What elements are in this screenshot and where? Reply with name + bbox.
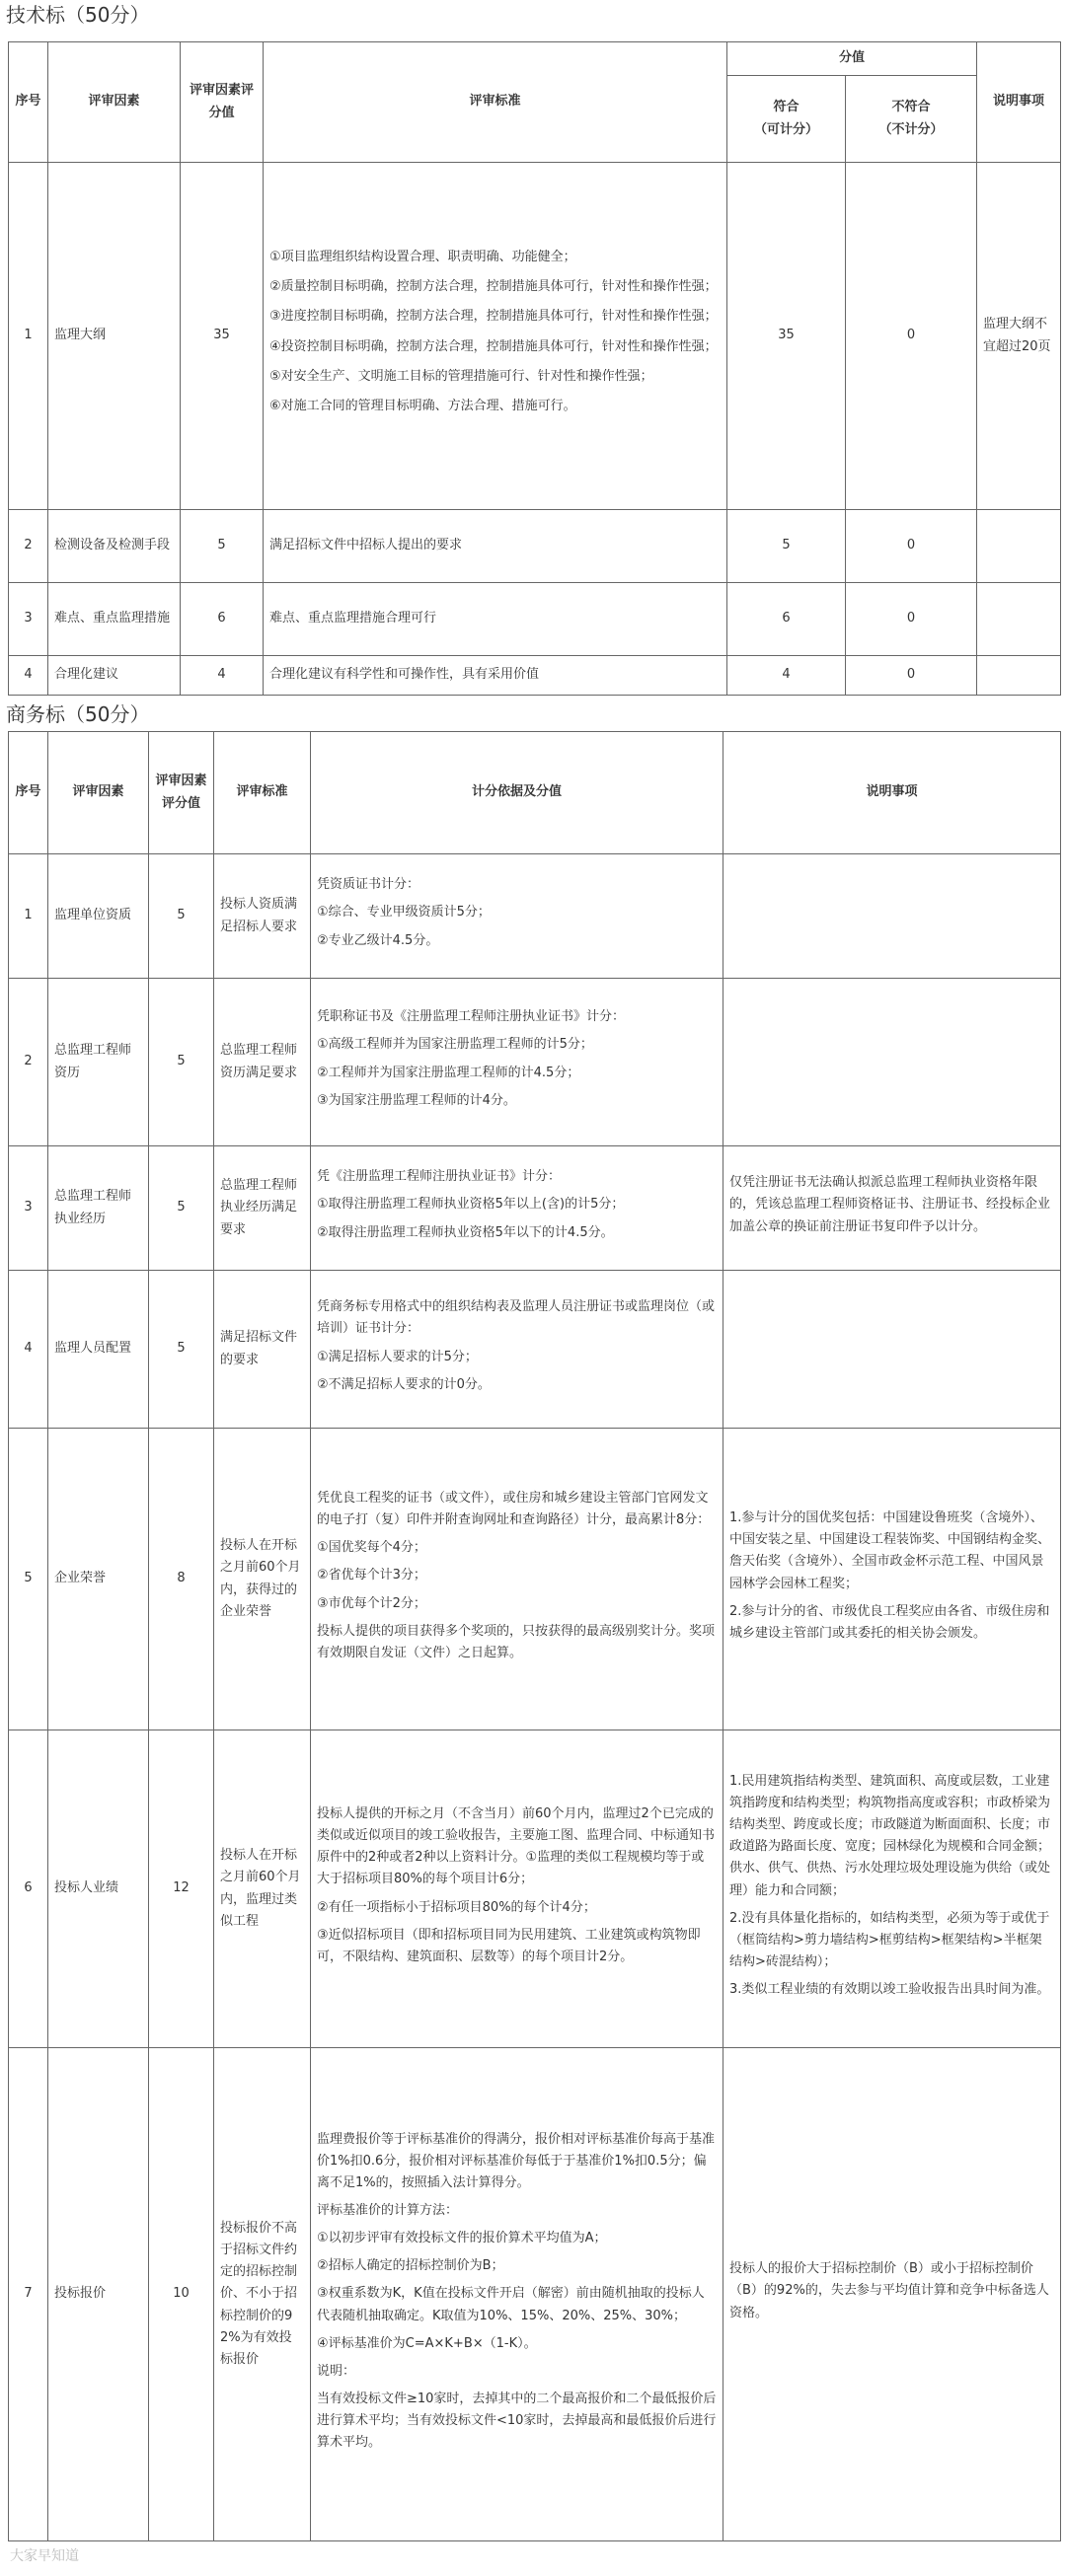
tech-row-standard: 合理化建议有科学性和可操作性，具有采用价值 — [264, 656, 727, 696]
basis-line: 说明： — [317, 2363, 356, 2379]
tech-row-standard: 难点、重点监理措施合理可行 — [264, 583, 727, 656]
biz-header-remark: 说明事项 — [723, 732, 1061, 854]
biz-row-standard: 投标人资质满足招标人要求 — [214, 854, 311, 979]
basis-line: ③市优每个计2分； — [317, 1595, 426, 1611]
tech-header-standard: 评审标准 — [264, 42, 727, 163]
biz-row-notes — [723, 1271, 1061, 1429]
basis-line: ②工程师并为国家注册监理工程师的计4.5分； — [317, 1065, 580, 1080]
tech-header-nomatch-sub: （不计分） — [878, 121, 944, 137]
tech-header-match-label: 符合 — [773, 100, 800, 115]
biz-row-notes — [723, 2048, 1061, 2541]
basis-line: ②专业乙级计4.5分。 — [317, 932, 439, 948]
biz-row-notes — [723, 1730, 1061, 2048]
biz-header-standard: 评审标准 — [214, 732, 311, 854]
tech-row-standard: 满足招标文件中招标人提出的要求 — [264, 510, 727, 583]
tech-row-remark: 监理大纲不宜超过20页 — [977, 163, 1061, 510]
basis-line: ②有任一项指标小于招标项目80%的每个计4分； — [317, 1899, 596, 1915]
basis-line: ①国优奖每个4分； — [317, 1540, 426, 1556]
biz-row-factor: 监理人员配置 — [48, 1271, 149, 1429]
standard-item: ④投资控制目标明确，控制方法合理，控制措施具体可行，针对性和操作性强； — [269, 338, 718, 354]
basis-line: ②招标人确定的招标控制价为B； — [317, 2258, 504, 2274]
note-line: 2.没有具体量化指标的，如结构类型，必须为等于或优于（框筒结构>剪力墙结构>框剪结构>框架结构>半框架结构>砖混结构）； — [729, 1910, 1050, 1969]
biz-row-seq: 1 — [9, 854, 48, 979]
biz-header-score: 评审因素评分值 — [149, 732, 214, 854]
note-line: 1.参与计分的国优奖包括：中国建设鲁班奖（含境外）、中国安装之星、中国建设工程装饰奖、中国钢结构金奖、詹天佑奖（含境外）、全国市政金杯示范工程、中国风景园林学会园林工程奖； — [729, 1510, 1051, 1591]
basis-line: ①高级工程师并为国家注册监理工程师的计5分； — [317, 1037, 593, 1053]
tech-row-score: 5 — [181, 510, 264, 583]
tech-row-match: 35 — [727, 163, 846, 510]
tech-row-score: 4 — [181, 656, 264, 696]
standard-item: ⑤对安全生产、文明施工目标的管理措施可行、针对性和操作性强； — [269, 368, 653, 384]
biz-row-basis — [311, 1146, 723, 1271]
tech-row-score: 6 — [181, 583, 264, 656]
basis-line: ②取得注册监理工程师执业资格5年以下的计4.5分。 — [317, 1224, 614, 1240]
biz-header-basis: 计分依据及分值 — [311, 732, 723, 854]
tech-row-standard — [264, 163, 727, 510]
biz-row-notes — [723, 1429, 1061, 1730]
tech-row-score: 35 — [181, 163, 264, 510]
biz-row-basis — [311, 2048, 723, 2541]
tech-row-factor: 监理大纲 — [48, 163, 181, 510]
basis-line: 凭商务标专用格式中的组织结构表及监理人员注册证书或监理岗位（或培训）证书计分： — [317, 1299, 716, 1337]
tech-header-factor: 评审因素 — [48, 42, 181, 163]
basis-line: ②省优每个计3分； — [317, 1568, 426, 1583]
biz-row-standard: 投标人在开标之月前60个月内，监理过类似工程 — [214, 1730, 311, 2048]
biz-row-score: 8 — [149, 1429, 214, 1730]
basis-line: ③近似招标项目（即和招标项目同为民用建筑、工业建筑或构筑物即可，不限结构、建筑面积、层数等）的每个项目计2分。 — [317, 1927, 701, 1964]
biz-row-standard: 总监理工程师执业经历满足要求 — [214, 1146, 311, 1271]
biz-row-seq: 4 — [9, 1271, 48, 1429]
tech-header-nomatch-label: 不符合 — [891, 100, 931, 115]
biz-header-factor: 评审因素 — [48, 732, 149, 854]
basis-line: 投标人提供的项目获得多个奖项的，只按获得的最高级别奖计分。奖项有效期限自发证（文件）之日起算。 — [317, 1623, 716, 1660]
tech-row — [9, 583, 1061, 656]
tech-row — [9, 656, 1061, 696]
basis-line: ②不满足招标人要求的计0分。 — [317, 1376, 491, 1392]
biz-row-score: 5 — [149, 854, 214, 979]
biz-row-factor: 总监理工程师资历 — [48, 979, 149, 1146]
biz-row-basis — [311, 1271, 723, 1429]
biz-row — [9, 2048, 1061, 2541]
tech-row-seq: 3 — [9, 583, 48, 656]
basis-line: ①以初步评审有效投标文件的报价算术平均值为A； — [317, 2231, 607, 2246]
biz-row-notes — [723, 1146, 1061, 1271]
page: 技术标（50分） 序号 评审因素 评审因素评分值 评审标准 分值 说明事项 符合 （可计分） 不符合 （不计分） 1 监理大纲 35 ①项目监理组织结构设置合理、职责明确、功能健全； ②质量控制目标明确，控制方法合理，控制措施具体可行，针对性和操作性强； ③进度控制目标明确，控制方法合理，控制措施具体可行，针对性和操作性强； ④投资控制目标明确，控制方法合理，控制措施具体可行，针对性和操作性强； ⑤对安全生产、文明施工目标的管理措施可行、针对性和操作性强； ⑥对施工合同的管理目标明确、方法合理、措施可行。 35 0 监理大纲不宜超过20页 2 检测设备及检测手段 5 满足招标文件中招标人提出的要求 5 0 3 难点、重点监理措施 6 难点、重点监理措施合理可行 6 0 4 合理化建议 4 合理化建议有科学性和可操作性，具有采用价值 4 0 商务标（50分） 序号 评审因素 评审因素评分值 评审标准 计分依据及分值 说明事项 1 监理单位资质 5 投标人资质满足招标人要求 凭资质证书计分： ①综合、专业甲级资质计5分； ②专业乙级计4.5分。 2 总监理工程师资历 5 总监理工程师资历满足要求 凭职称证书及《注册监理工程师注册执业证书》计分： ①高级工程师并为国家注册监理工程师的计5分； ②工程师并为国家注册监理工程师的计4.5分； ③为国家注册监理工程师的计4分。 3 总监理工程师执业经历 5 总监理工程师执业经历满足要求 凭《注册监理工程师注册执业证书》计分： ①取得注册监理工程师执业资格5年以上(含)的计5分； ②取得注册监理工程师执业资格5年以下的计4.5分。 仅凭注册证书无法确认拟派总监理工程师执业资格年限的，凭该总监理工程师资格证书、注册证书、经投标企业加盖公章的换证前注册证书复印件予以计分。 4 监理人员配置 5 满足招标文件的要求 凭商务标专用格式中的组织结构表及监理人员注册证书或监理岗位（或培训）证书计分： ①满足招标人要求的计5分； ②不满足招标人要求的计0分。 5 企业荣誉 8 投标人在开标之月前60个月内，获得过的企业荣誉 凭优良工程奖的证书（或文件），或住房和城乡建设主管部门官网发文的电子打（复）印件并附查询网址和查询路径）计分，最高累计8分： ①国优奖每个4分； ②省优每个计3分； ③市优每个计2分； 投标人提供的项目获得多个奖项的，只按获得的最高级别奖计分。奖项有效期限自发证（文件）之日起算。 1.参与计分的国优奖包括：中国建设鲁班奖（含境外）、中国安装之星、中国建设工程装饰奖、中国钢结构金奖、詹天佑奖（含境外）、全国市政金杯示范工程、中国风景园林学会园林工程奖； 2.参与计分的省、市级优良工程奖应由各省、市级住房和城乡建设主管部门或其委托的相关协会颁发。 6 投标人业绩 12 投标人在开标之月前60个月内，监理过类似工程 投标人提供的开标之月（不含当月）前60个月内，监理过2个已完成的类似或近似项目的竣工验收报告，主要施工图、监理合同、中标通知书原件中的2种或者2种以上资料计分。①监理的类似工程规模均等于或大于招标项目80%的每个项目计6分； ②有任一项指标小于招标项目80%的每个计4分； ③近似招标项目（即和招标项目同为民用建筑、工业建筑或构筑物即可，不限结构、建筑面积、层数等）的每个项目计2分。 1.民用建筑指结构类型、建筑面积、高度或层数，工业建筑指跨度和结构类型；构筑物指高度或容积；市政桥梁为结构类型、跨度或长度；市政隧道为断面面积、长度；市政道路为路面长度、宽度；园林绿化为规模和合同金额；供水、供气、供热、污水处理垃圾处理设施为供给（或处理）能力和合同额； 2.没有具体量化指标的，如结构类型，必须为等于或优于（框筒结构>剪力墙结构>框剪结构>框架结构>半框架结构>砖混结构）； 3.类似工程业绩的有效期以竣工验收报告出具时间为准。 7 投标报价 10 投标报价不高于招标文件约定的招标控制价、不小于招标控制价的92%为有效投标报价 监理费报价等于评标基准价的得满分，报价相对评标基准价每高于基准价1%扣0.6分，报价相对评标基准价每低于于基准价1%扣0.5分；偏离不足1%的，按照插入法计算得分。 评标基准价的计算方法： ①以初步评审有效投标文件的报价算术平均值为A； ②招标人确定的招标控制价为B； ③权重系数为K，K值在投标文件开启（解密）前由随机抽取的投标人代表随机抽取确定。K取值为10%、15%、20%、25%、30%； ④评标基准价为C=A×K+B×（1-K）。 说明： 当有效投标文件≥10家时，去掉其中的二个最高报价和二个最低报价后进行算术平均；当有效投标文件<10家时，去掉最高和最低报价后进行算术平均。 投标人的报价大于招标控制价（B）或小于招标控制价（B）的92%的，失去参与平均值计算和竞争中标备选人资格。 大家早知道 — [0, 0, 1066, 2541]
biz-section-title: 商务标（50分） — [6, 702, 150, 726]
basis-line: 凭《注册监理工程师注册执业证书》计分： — [317, 1169, 562, 1185]
biz-row-standard: 投标人在开标之月前60个月内，获得过的企业荣誉 — [214, 1429, 311, 1730]
tech-row-nomatch: 0 — [846, 163, 977, 510]
biz-row — [9, 1429, 1061, 1730]
biz-row-basis — [311, 1730, 723, 2048]
biz-row-score: 5 — [149, 979, 214, 1146]
biz-row-factor: 企业荣誉 — [48, 1429, 149, 1730]
tech-row-nomatch: 0 — [846, 510, 977, 583]
biz-row-score: 5 — [149, 1271, 214, 1429]
basis-line: ①取得注册监理工程师执业资格5年以上(含)的计5分； — [317, 1197, 625, 1213]
biz-row-seq: 3 — [9, 1146, 48, 1271]
biz-row — [9, 1730, 1061, 2048]
note-line: 投标人的报价大于招标控制价（B）或小于招标控制价（B）的92%的，失去参与平均值计算和竞争中标备选人资格。 — [729, 2261, 1049, 2320]
biz-row-seq: 5 — [9, 1429, 48, 1730]
biz-row-basis — [311, 1429, 723, 1730]
biz-row-standard: 满足招标文件的要求 — [214, 1271, 311, 1429]
tech-row-factor: 合理化建议 — [48, 656, 181, 696]
tech-row-match: 5 — [727, 510, 846, 583]
biz-row — [9, 1146, 1061, 1271]
tech-header-points: 分值 — [727, 42, 977, 76]
biz-row-standard: 总监理工程师资历满足要求 — [214, 979, 311, 1146]
standard-item: ③进度控制目标明确，控制方法合理，控制措施具体可行，针对性和操作性强； — [269, 309, 718, 325]
tech-row-remark — [977, 583, 1061, 656]
tech-header-score: 评审因素评分值 — [181, 42, 264, 163]
biz-row-factor: 投标人业绩 — [48, 1730, 149, 2048]
biz-row — [9, 854, 1061, 979]
tech-header-nomatch — [846, 76, 977, 163]
tech-row — [9, 510, 1061, 583]
tech-row-seq: 4 — [9, 656, 48, 696]
basis-line: ①综合、专业甲级资质计5分； — [317, 905, 491, 920]
basis-line: 当有效投标文件≥10家时，去掉其中的二个最高报价和二个最低报价后进行算术平均；当有效投标文件<10家时，去掉最高和最低报价后进行算术平均。 — [317, 2391, 717, 2451]
standard-item: ②质量控制目标明确，控制方法合理，控制措施具体可行，针对性和操作性强； — [269, 279, 718, 295]
biz-row-notes — [723, 979, 1061, 1146]
basis-line: ④评标基准价为C=A×K+B×（1-K）。 — [317, 2335, 537, 2351]
note-line: 1.民用建筑指结构类型、建筑面积、高度或层数，工业建筑指跨度和结构类型；构筑物指高度或容积；市政桥梁为结构类型、跨度或长度；市政隧道为断面面积、长度；市政道路为路面长度、宽度；园林绿化为规模和合同金额；供水、供气、供热、污水处理垃圾处理设施为供给（或处理）能力和合同额； — [729, 1774, 1051, 1898]
tech-row-factor: 难点、重点监理措施 — [48, 583, 181, 656]
tech-header-match — [727, 76, 846, 163]
note-line: 仅凭注册证书无法确认拟派总监理工程师执业资格年限的，凭该总监理工程师资格证书、注册证书、经投标企业加盖公章的换证前注册证书复印件予以计分。 — [729, 1175, 1051, 1234]
basis-line: 凭优良工程奖的证书（或文件），或住房和城乡建设主管部门官网发文的电子打（复）印件并附查询网址和查询路径）计分，最高累计8分： — [317, 1491, 711, 1528]
tech-row-nomatch: 0 — [846, 656, 977, 696]
basis-line: 监理费报价等于评标基准价的得满分，报价相对评标基准价每高于基准价1%扣0.6分，报价相对评标基准价每低于于基准价1%扣0.5分；偏离不足1%的，按照插入法计算得分。 — [317, 2131, 716, 2191]
tech-table — [8, 41, 1061, 696]
biz-row-factor: 监理单位资质 — [48, 854, 149, 979]
standard-item: ①项目监理组织结构设置合理、职责明确、功能健全； — [269, 250, 576, 265]
basis-line: 投标人提供的开标之月（不含当月）前60个月内，监理过2个已完成的类似或近似项目的竣工验收报告，主要施工图、监理合同、中标通知书原件中的2种或者2种以上资料计分。①监理的类似工程规模均等于或大于招标项目80%的每个项目计6分； — [317, 1806, 716, 1887]
biz-row-score: 5 — [149, 1146, 214, 1271]
note-line: 2.参与计分的省、市级优良工程奖应由各省、市级住房和城乡建设主管部门或其委托的相关协会颁发。 — [729, 1603, 1050, 1641]
biz-table — [8, 731, 1061, 2541]
note-line: 3.类似工程业绩的有效期以竣工验收报告出具时间为准。 — [729, 1981, 1050, 1997]
tech-row — [9, 163, 1061, 510]
tech-row-remark — [977, 656, 1061, 696]
biz-row-seq: 7 — [9, 2048, 48, 2541]
biz-row-notes — [723, 854, 1061, 979]
biz-row-basis — [311, 854, 723, 979]
biz-row-factor: 投标报价 — [48, 2048, 149, 2541]
tech-row-nomatch: 0 — [846, 583, 977, 656]
biz-row-seq: 2 — [9, 979, 48, 1146]
tech-header-remark: 说明事项 — [977, 42, 1061, 163]
basis-line: ③权重系数为K，K值在投标文件开启（解密）前由随机抽取的投标人代表随机抽取确定。K取值为10%、15%、20%、25%、30%； — [317, 2286, 705, 2323]
standard-item: ⑥对施工合同的管理目标明确、方法合理、措施可行。 — [269, 398, 576, 413]
biz-header-seq: 序号 — [9, 732, 48, 854]
tech-header-match-sub: （可计分） — [753, 121, 818, 137]
tech-row-remark — [977, 510, 1061, 583]
tech-row-match: 6 — [727, 583, 846, 656]
biz-row-factor: 总监理工程师执业经历 — [48, 1146, 149, 1271]
basis-line: ①满足招标人要求的计5分； — [317, 1349, 478, 1364]
biz-row-score: 10 — [149, 2048, 214, 2541]
tech-row-seq: 2 — [9, 510, 48, 583]
tech-section-title: 技术标（50分） — [6, 3, 150, 27]
basis-line: 凭资质证书计分： — [317, 877, 420, 893]
basis-line: 凭职称证书及《注册监理工程师注册执业证书》计分： — [317, 1009, 626, 1025]
tech-row-seq: 1 — [9, 163, 48, 510]
biz-row-seq: 6 — [9, 1730, 48, 2048]
basis-line: ③为国家注册监理工程师的计4分。 — [317, 1092, 516, 1108]
biz-row-score: 12 — [149, 1730, 214, 2048]
tech-row-match: 4 — [727, 656, 846, 696]
biz-row-basis — [311, 979, 723, 1146]
tech-header-seq: 序号 — [9, 42, 48, 163]
biz-row — [9, 1271, 1061, 1429]
biz-row — [9, 979, 1061, 1146]
tech-row-factor: 检测设备及检测手段 — [48, 510, 181, 583]
biz-row-standard: 投标报价不高于招标文件约定的招标控制价、不小于招标控制价的92%为有效投标报价 — [214, 2048, 311, 2541]
basis-line: 评标基准价的计算方法： — [317, 2203, 459, 2219]
